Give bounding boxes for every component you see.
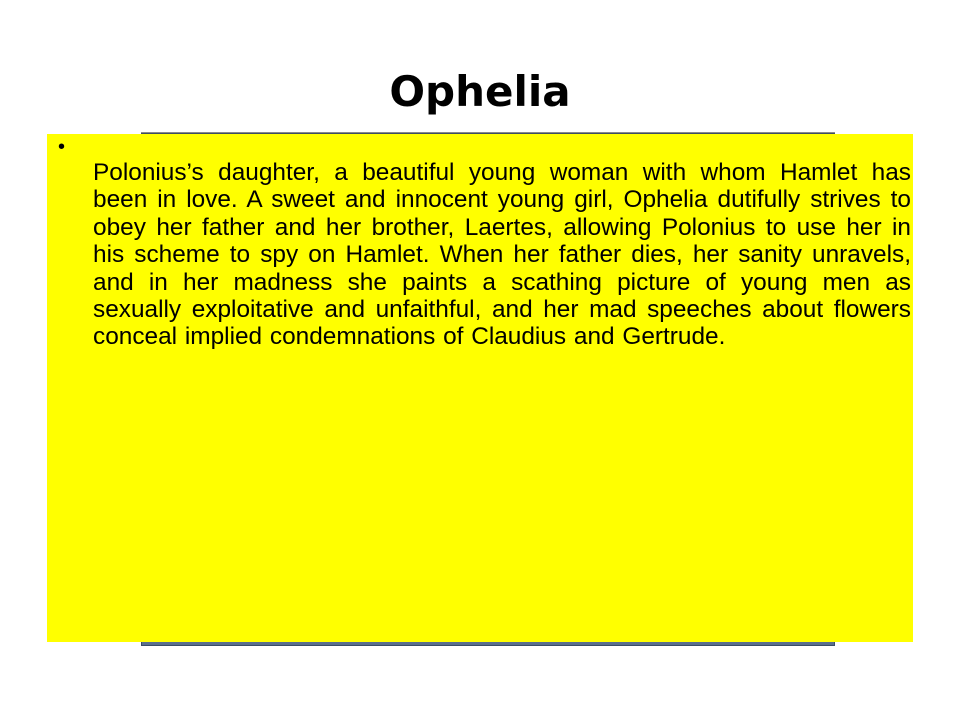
bullet-icon: •	[58, 136, 66, 158]
slide-title: Ophelia	[389, 67, 571, 116]
body-text: Polonius’s daughter, a beautiful young woman with whom Hamlet has been in love. A sweet and innocent young girl, Ophelia dutifully strives to obey her father and her brother, Laertes, allowing Polonius to use her in his scheme to spy on Hamlet. When her father dies, her sanity unravels, and in her madness she paints a scathing picture of young men as sexually exploitative and unfaithful, and her mad speeches about flowers conceal implied condemnations of Claudius and Gertrude.	[93, 159, 911, 351]
